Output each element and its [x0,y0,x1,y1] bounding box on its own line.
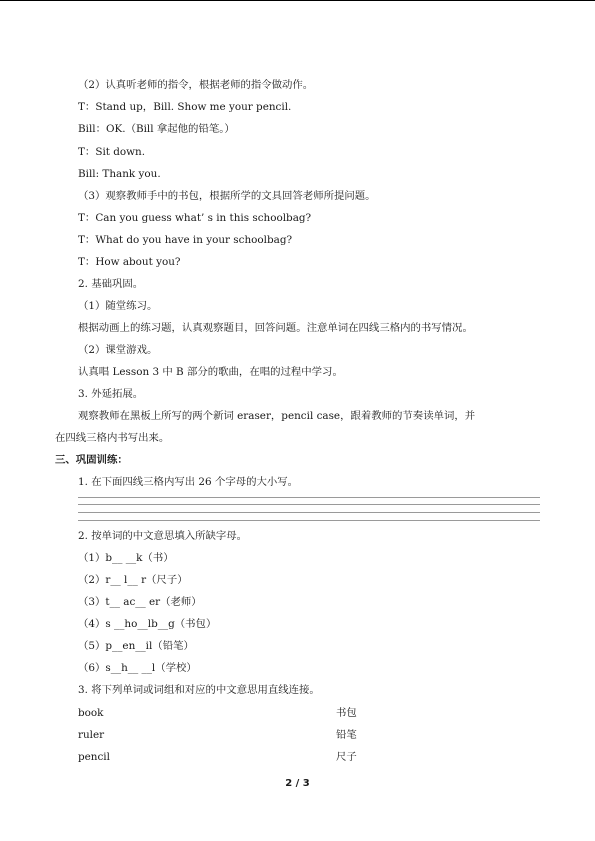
fill-item: （2）r__ l__ r（尺子） [78,574,188,586]
fill-item: （6）s__h__ __l（学校） [78,662,197,674]
fill-item: （3）t__ ac__ er（老师） [78,596,202,608]
text-line: 3. 外延拓展。 [78,388,144,400]
match-right-word: 书包 [336,707,357,719]
match-right-word: 铅笔 [336,729,357,741]
text-line: （2）课堂游戏。 [78,344,158,356]
text-line: T：Can you guess what’ s in this schoolbag? [78,212,312,224]
text-line: 观察教师在黑板上所写的两个新词 eraser，pencil case，跟着教师的节奏读单词，并 [78,410,476,422]
text-line: 认真唱 Lesson 3 中 B 部分的歌曲，在唱的过程中学习。 [78,366,343,378]
match-left-word: book [78,707,104,719]
text-line: （2）认真听老师的指令，根据老师的指令做动作。 [78,79,314,91]
question-1: 1. 在下面四线三格内写出 26 个字母的大小写。 [78,476,299,488]
text-line: （3）观察教师手中的书包，根据所学的文具回答老师所提问题。 [78,190,376,202]
text-line: 在四线三格内书写出来。 [55,432,170,444]
fill-item: （4）s __ho__lb__g（书包） [78,618,217,630]
fill-item: （5）p__en__il（铅笔） [78,640,194,652]
match-right-word: 尺子 [336,751,357,763]
text-line: Bill: Thank you. [78,168,161,180]
page-top-rule [0,0,595,1]
match-left-word: ruler [78,729,105,741]
match-left-word: pencil [78,751,110,763]
text-line: T：Sit down. [78,146,146,158]
fill-item: （1）b__ __k（书） [78,552,174,564]
text-line: T：Stand up，Bill. Show me your pencil. [78,101,292,113]
text-line: （1）随堂练习。 [78,300,158,312]
text-line: 根据动画上的练习题，认真观察题目，回答问题。注意单词在四线三格内的书写情况。 [78,322,473,334]
question-2: 2. 按单词的中文意思填入所缺字母。 [78,530,248,542]
section-heading: 三、巩固训练： [55,454,128,466]
question-3: 3. 将下列单词或词组和对应的中文意思用直线连接。 [78,684,320,696]
text-line: T：How about you? [78,256,181,268]
text-line: Bill：OK.（Bill 拿起他的铅笔。） [78,123,235,135]
text-line: T：What do you have in your schoolbag? [78,234,293,246]
text-line: 2. 基础巩固。 [78,278,144,290]
page-number: 2 / 3 [285,778,310,789]
